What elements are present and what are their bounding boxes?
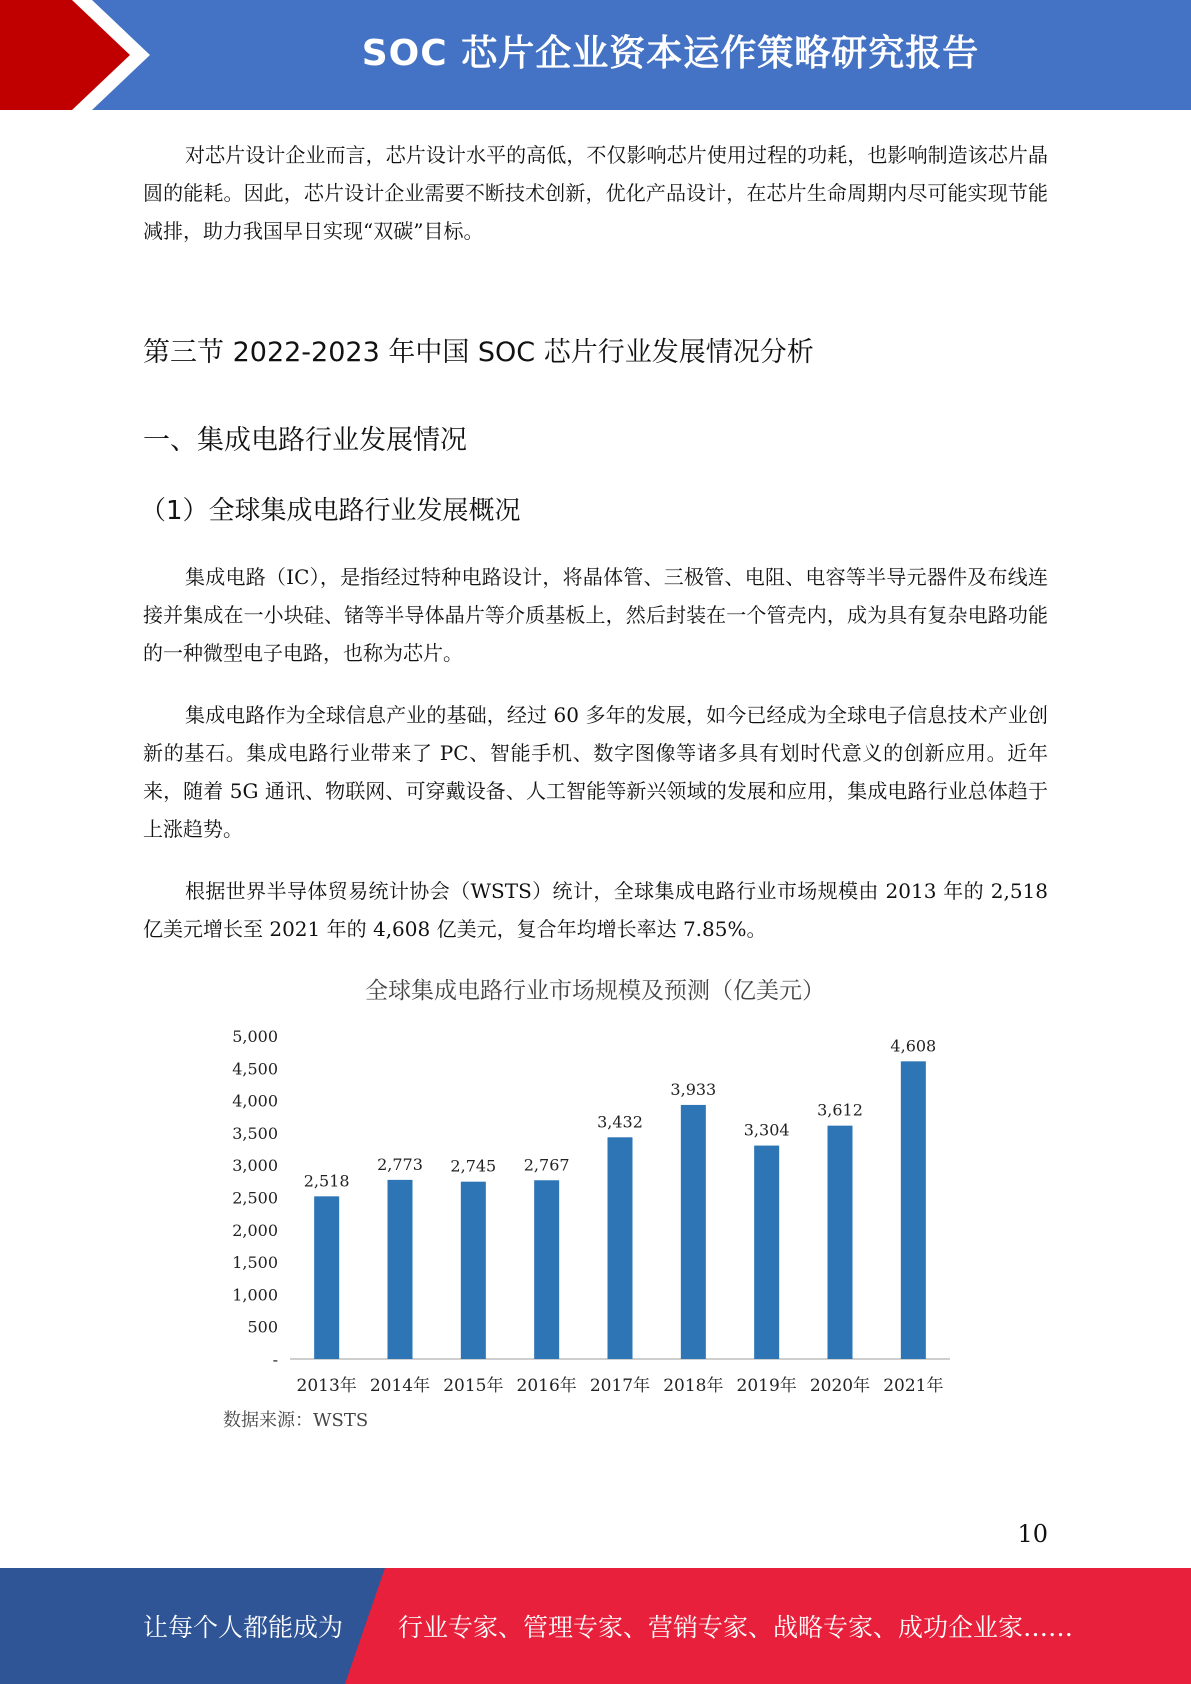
y-tick-label: 3,500 xyxy=(232,1123,278,1143)
footer-slogan-right: 行业专家、管理专家、营销专家、战略专家、成功企业家…… xyxy=(398,1613,1074,1642)
data-label: 3,933 xyxy=(670,1079,717,1099)
y-tick-label: 1,000 xyxy=(232,1285,278,1305)
footer-slogan-left: 让每个人都能成为 xyxy=(143,1613,344,1642)
data-label: 2,518 xyxy=(303,1171,350,1191)
x-tick-label: 2021年 xyxy=(883,1376,944,1396)
bar-2013年 xyxy=(314,1196,339,1359)
y-tick-label: 5,000 xyxy=(232,1027,278,1046)
report-title: SOC 芯片企业资本运作策略研究报告 xyxy=(361,33,980,74)
y-tick-label: 2,500 xyxy=(232,1188,278,1208)
bar-2020年 xyxy=(828,1126,853,1359)
heading-level2: （1）全球集成电路行业发展概况 xyxy=(140,496,521,526)
data-label: 3,304 xyxy=(743,1120,790,1140)
market-size-chart xyxy=(215,966,975,1436)
page-number: 10 xyxy=(1017,1520,1048,1548)
header-arrow-decoration xyxy=(0,0,200,110)
paragraph-ic-definition: 集成电路（IC），是指经过特种电路设计，将晶体管、三极管、电阻、电容等半导元器件及布线连接并集成在一小块硅、锗等半导体晶片等介质基板上，然后封装在一个管壳内，成为具有复杂电路功能的一种微型电子电路，也称为芯片。 xyxy=(143,565,1048,665)
x-tick-label: 2019年 xyxy=(736,1376,797,1396)
y-tick-label: 1,500 xyxy=(232,1253,278,1273)
x-tick-label: 2013年 xyxy=(296,1376,357,1396)
y-tick-label: 4,500 xyxy=(232,1059,278,1079)
bar-2018年 xyxy=(681,1105,706,1359)
intro-paragraph: 对芯片设计企业而言，芯片设计水平的高低，不仅影响芯片使用过程的功耗，也影响制造该芯片晶圆的能耗。因此，芯片设计企业需要不断技术创新，优化产品设计，在芯片生命周期内尽可能实现节能减排，助力我国早日实现“双碳”目标。 xyxy=(143,143,1048,243)
data-label: 2,767 xyxy=(523,1155,570,1175)
data-label: 2,745 xyxy=(450,1156,497,1176)
x-tick-label: 2015年 xyxy=(443,1376,504,1396)
data-label: 2,773 xyxy=(377,1154,423,1174)
x-tick-label: 2016年 xyxy=(516,1376,577,1396)
x-tick-label: 2020年 xyxy=(809,1376,871,1396)
y-tick-label: 500 xyxy=(247,1317,278,1337)
y-tick-label: 3,000 xyxy=(232,1156,278,1176)
heading-level1: 一、集成电路行业发展情况 xyxy=(143,425,467,456)
bar-2021年 xyxy=(901,1061,926,1359)
chart-source: 数据来源：WSTS xyxy=(223,1410,369,1431)
y-tick-label: - xyxy=(272,1350,278,1369)
page-footer xyxy=(0,1568,1191,1684)
y-tick-label: 4,000 xyxy=(232,1091,278,1111)
bar-2015年 xyxy=(461,1182,486,1359)
bar-2014年 xyxy=(388,1180,413,1359)
bar-2016年 xyxy=(534,1180,559,1359)
bar-2017年 xyxy=(608,1137,633,1359)
bar-2019年 xyxy=(754,1146,779,1359)
paragraph-wsts-stats: 根据世界半导体贸易统计协会（WSTS）统计，全球集成电路行业市场规模由 2013 年的 2,518 亿美元增长至 2021 年的 4,608 亿美元，复合年均增长率达 7.85%。 xyxy=(143,879,1048,941)
chart-title: 全球集成电路行业市场规模及预测（亿美元） xyxy=(365,978,825,1004)
section-heading: 第三节 2022-2023 年中国 SOC 芯片行业发展情况分析 xyxy=(143,337,814,368)
data-label: 3,612 xyxy=(817,1100,863,1120)
page-header xyxy=(0,0,1191,110)
x-tick-label: 2014年 xyxy=(369,1376,431,1396)
y-tick-label: 2,000 xyxy=(232,1220,278,1240)
data-label: 4,608 xyxy=(890,1036,937,1056)
x-tick-label: 2017年 xyxy=(589,1376,651,1396)
paragraph-ic-foundation: 集成电路作为全球信息产业的基础，经过 60 多年的发展，如今已经成为全球电子信息技术产业创新的基石。集成电路行业带来了 PC、智能手机、数字图像等诸多具有划时代意义的创新应用。近年来，随着 5G 通讯、物联网、可穿戴设备、人工智能等新兴领域的发展和应用，集成电路行业总体趋于上涨趋势。 xyxy=(143,703,1048,841)
chart-plot xyxy=(215,966,975,1406)
x-tick-label: 2018年 xyxy=(663,1376,724,1396)
data-label: 3,432 xyxy=(597,1112,643,1132)
